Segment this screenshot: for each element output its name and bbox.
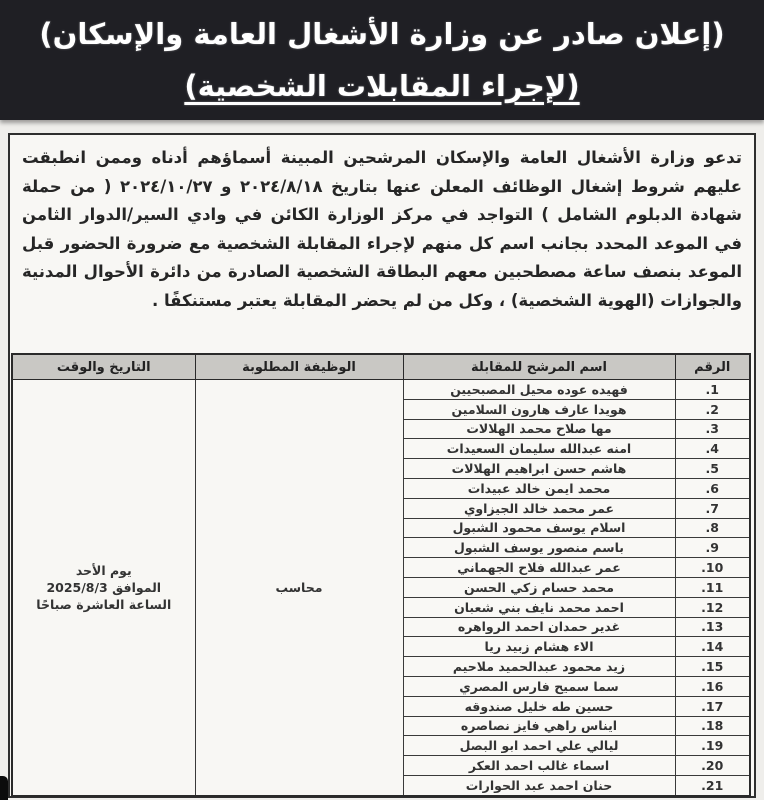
candidate-number: 7.: [675, 498, 750, 518]
announcement-sheet: [8, 133, 756, 798]
candidate-name: ايناس راهي فايز نصاصره: [403, 716, 675, 736]
col-header-number: الرقم: [675, 354, 750, 380]
candidate-name: هويدا عارف هارون السلامين: [403, 399, 675, 419]
candidate-name: محمد ايمن خالد عبيدات: [403, 478, 675, 498]
candidate-number: 13.: [675, 617, 750, 637]
candidate-number: 16.: [675, 676, 750, 696]
candidates-table: [11, 353, 751, 797]
candidate-name: سما سميح فارس المصري: [403, 676, 675, 696]
table-header-row: [12, 354, 750, 380]
candidate-number: 20.: [675, 756, 750, 776]
candidate-number: 9.: [675, 538, 750, 558]
candidate-name: حسين طه خليل صندوقه: [403, 696, 675, 716]
candidate-number: 10.: [675, 558, 750, 578]
candidate-name: زيد محمود عبدالحميد ملاحيم: [403, 657, 675, 677]
col-header-name: اسم المرشح للمقابلة: [403, 354, 675, 380]
candidate-name: عمر محمد خالد الجيزاوي: [403, 498, 675, 518]
candidate-number: 3.: [675, 419, 750, 439]
candidate-number: 8.: [675, 518, 750, 538]
banner-title-line1: (إعلان صادر عن وزارة الأشغال العامة والإسكان): [39, 17, 725, 51]
intro-paragraph: تدعو وزارة الأشغال العامة والإسكان المرشحين المبينة أسماؤهم أدناه وممن انطبقت عليهم شروط إشغال الوظائف المعلن عنها بتاريخ ٢٠٢٤/٨/١٨ و ٢٠٢٤/١٠/٢٧ ( من حملة شهادة الدبلوم الشامل ) التواجد في مركز الوزارة الكائن في وادي السير/الدوار الثامن في الموعد المحدد بجانب اسم كل منهم لإجراء المقابلة الشخصية مع ضرورة الحضور قبل الموعد بنصف ساعة مصطحبين معهم البطاقة الشخصية الصادرة من دائرة الأحوال المدنية والجوازات (الهوية الشخصية) ، وكل من لم يحضر المقابلة يعتبر مستنكفًا .: [22, 148, 742, 310]
datetime-day: يوم الأحد: [75, 562, 132, 578]
candidate-name: ليالي علي احمد ابو البصل: [403, 736, 675, 756]
candidate-number: 17.: [675, 696, 750, 716]
candidate-number: 18.: [675, 716, 750, 736]
candidate-number: 19.: [675, 736, 750, 756]
candidate-name: امنه عبدالله سليمان السعيدات: [403, 439, 675, 459]
table-row: [12, 380, 750, 400]
candidate-name: محمد حسام زكي الحسن: [403, 577, 675, 597]
candidate-name: اسماء غالب احمد العكر: [403, 756, 675, 776]
candidate-number: 12.: [675, 597, 750, 617]
table-body: [12, 380, 750, 796]
candidate-number: 11.: [675, 577, 750, 597]
banner-title-line2: (لإجراء المقابلات الشخصية): [184, 69, 580, 103]
candidate-name: اسلام يوسف محمود الشبول: [403, 518, 675, 538]
datetime-cell: [12, 380, 195, 796]
candidate-name: هاشم حسن ابراهيم الهلالات: [403, 459, 675, 479]
candidate-number: 6.: [675, 478, 750, 498]
candidate-name: غدير حمدان احمد الرواهره: [403, 617, 675, 637]
datetime-time: الساعة العاشرة صباحًا: [36, 596, 172, 612]
candidate-number: 4.: [675, 439, 750, 459]
announcement-banner: [0, 0, 764, 120]
candidate-name: مها صلاح محمد الهلالات: [403, 419, 675, 439]
candidate-name: فهيده عوده محيل المصبحيين: [403, 380, 675, 400]
candidate-number: 15.: [675, 657, 750, 677]
candidate-name: احمد محمد نايف بني شعبان: [403, 597, 675, 617]
datetime-date: الموافق 2025/8/3: [46, 579, 162, 595]
candidate-name: باسم منصور يوسف الشبول: [403, 538, 675, 558]
job-cell: محاسب: [195, 380, 403, 796]
col-header-job: الوظيفة المطلوبة: [195, 354, 403, 380]
col-header-datetime: التاريخ والوقت: [12, 354, 195, 380]
candidate-number: 5.: [675, 459, 750, 479]
candidate-name: حنان احمد عبد الحوارات: [403, 775, 675, 795]
candidate-name: عمر عبدالله فلاح الجهماني: [403, 558, 675, 578]
candidate-number: 21.: [675, 775, 750, 795]
candidate-number: 1.: [675, 380, 750, 400]
candidate-name: الاء هشام زبيد ريا: [403, 637, 675, 657]
candidate-number: 2.: [675, 399, 750, 419]
candidate-number: 14.: [675, 637, 750, 657]
scan-corner-artifact: [0, 776, 8, 800]
